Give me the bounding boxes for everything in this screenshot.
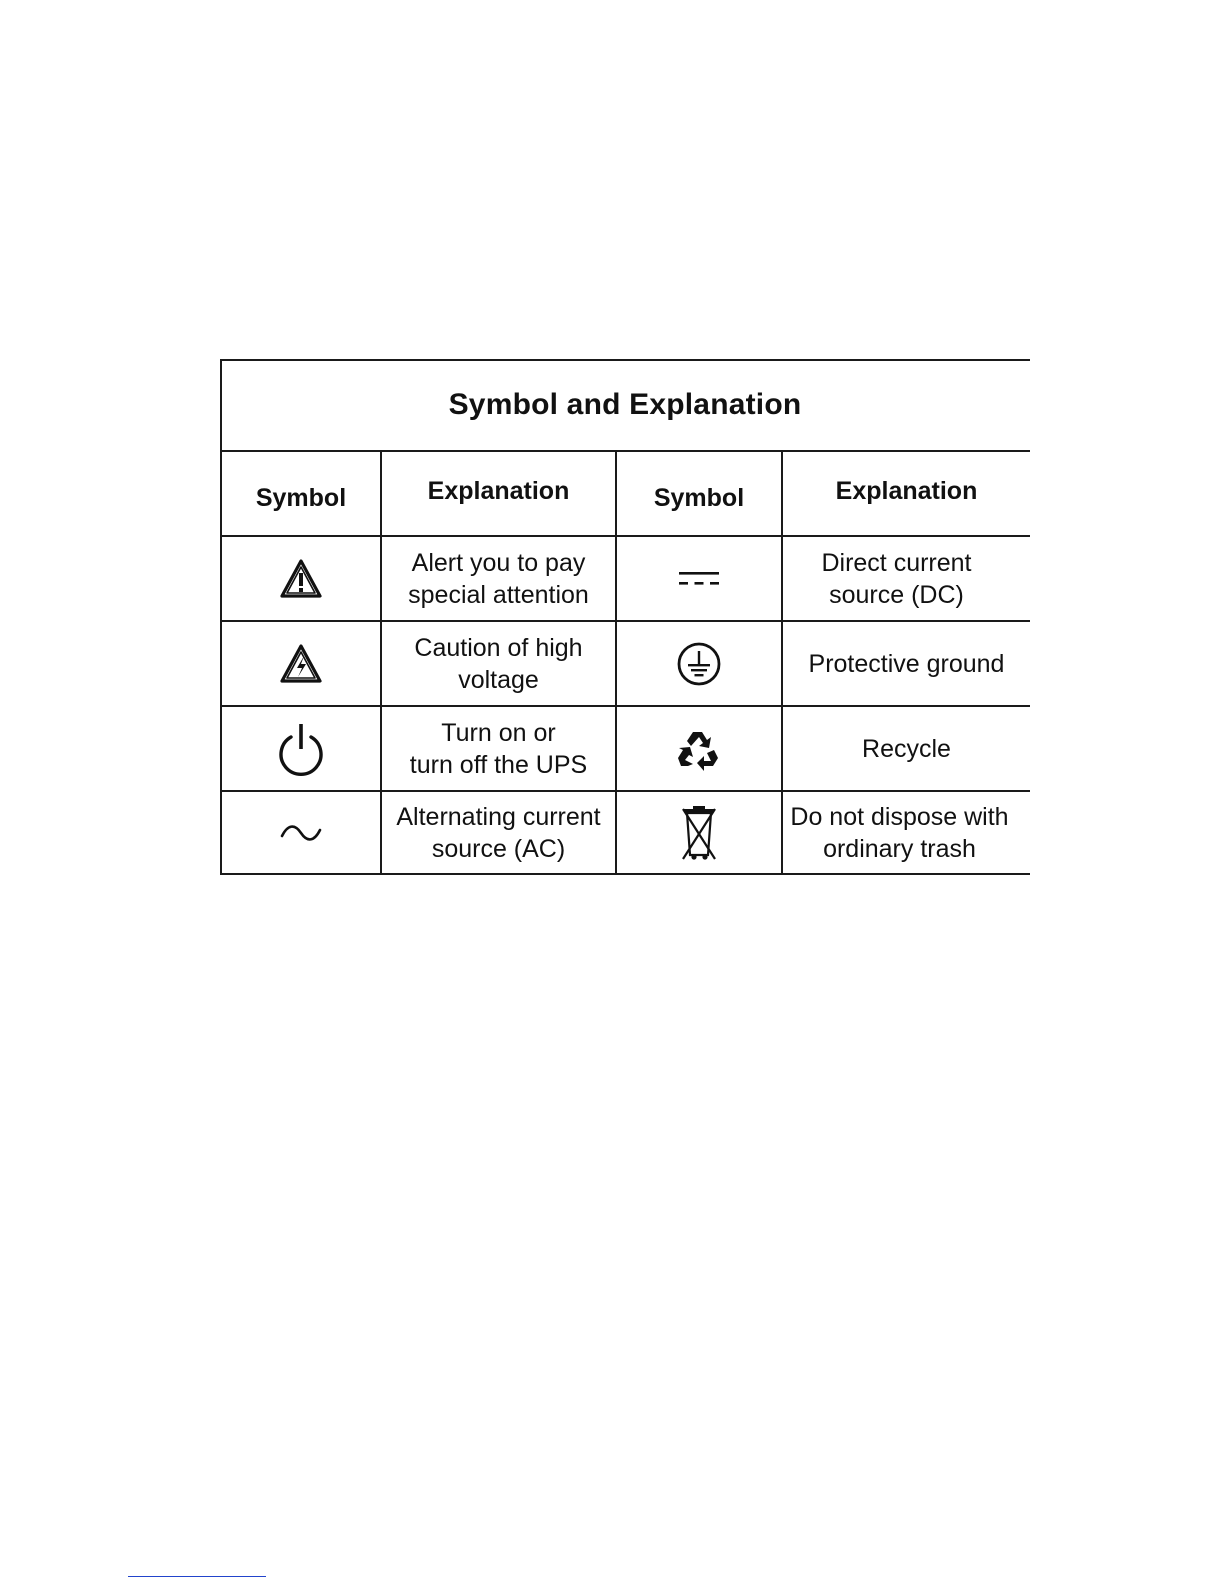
explanation-ac: Alternating current source (AC) (396, 802, 601, 863)
table-bottom-border (220, 873, 1030, 875)
header-symbol-1: Symbol (255, 484, 347, 512)
header-explanation-2: Explanation (835, 477, 978, 505)
header-symbol-2: Symbol (653, 484, 745, 512)
recycle-icon (617, 707, 781, 790)
explanation-high-voltage: Caution of high voltage (414, 633, 583, 694)
table-title: Symbol and Explanation (448, 388, 802, 421)
explanation-trash: Do not dispose with ordinary trash (790, 802, 1009, 863)
alternating-current-icon (222, 792, 380, 873)
direct-current-icon (617, 537, 781, 620)
footnote-rule (128, 1576, 266, 1577)
explanation-protective-ground: Protective ground (808, 649, 1005, 678)
explanation-alert: Alert you to pay special attention (408, 548, 589, 609)
explanation-recycle: Recycle (862, 734, 951, 763)
power-icon (222, 707, 380, 790)
protective-ground-icon (617, 622, 781, 705)
alert-triangle-icon (222, 537, 380, 620)
crossed-bin-icon (617, 792, 781, 873)
explanation-power: Turn on or turn off the UPS (409, 718, 588, 779)
high-voltage-icon (222, 622, 380, 705)
explanation-dc: Direct current source (DC) (821, 548, 972, 609)
symbol-table (220, 359, 1030, 875)
header-explanation-1: Explanation (427, 477, 570, 505)
